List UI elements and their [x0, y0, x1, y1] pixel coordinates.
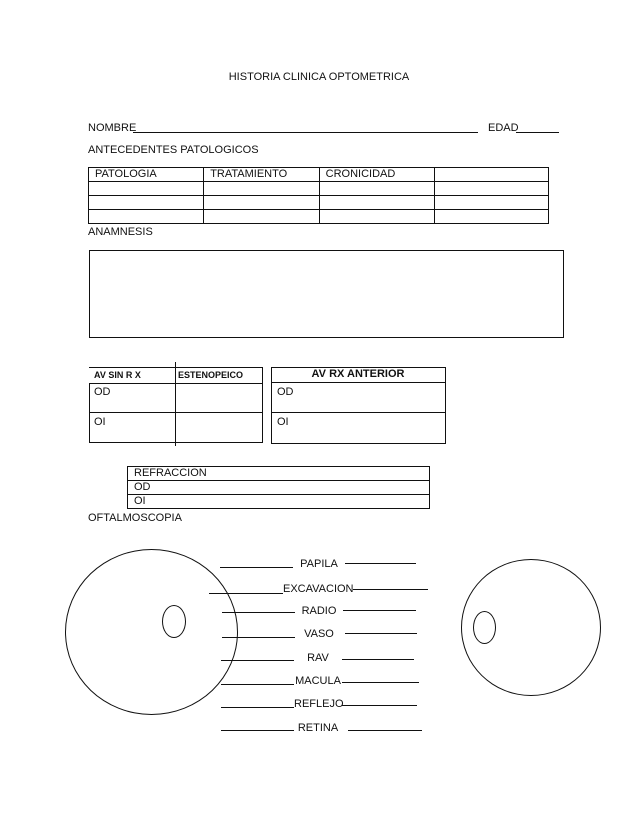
- table-cell[interactable]: [319, 196, 434, 210]
- refraccion-od[interactable]: OD: [128, 481, 430, 495]
- retina-left-field[interactable]: [221, 730, 294, 731]
- retina-label: RETINA: [297, 722, 339, 734]
- table-cell[interactable]: [204, 210, 319, 224]
- papila-label: PAPILA: [300, 558, 338, 570]
- av-rx-anterior-header: AV RX ANTERIOR: [311, 368, 405, 380]
- papila-right-field[interactable]: [345, 563, 416, 564]
- table-cell[interactable]: [89, 210, 204, 224]
- anamnesis-label: ANAMNESIS: [88, 226, 153, 238]
- antecedentes-table: [88, 167, 549, 224]
- macula-right-field[interactable]: [342, 682, 419, 683]
- divider: [89, 383, 263, 384]
- av-rx-anterior-oi-label: OI: [277, 416, 289, 428]
- divider: [271, 382, 445, 383]
- rav-right-field[interactable]: [342, 659, 414, 660]
- table-cell[interactable]: [89, 182, 204, 196]
- papila-left-field[interactable]: [220, 567, 293, 568]
- nombre-label: NOMBRE: [88, 122, 137, 134]
- divider: [89, 367, 263, 368]
- table-cell[interactable]: [204, 182, 319, 196]
- header-blank: [435, 168, 549, 182]
- radio-left-field[interactable]: [222, 612, 295, 613]
- table-cell[interactable]: [89, 196, 204, 210]
- reflejo-right-field[interactable]: [342, 705, 417, 706]
- divider: [271, 412, 445, 413]
- macula-left-field[interactable]: [221, 684, 294, 685]
- page-title: HISTORIA CLINICA OPTOMETRICA: [228, 71, 410, 83]
- header-tratamiento: TRATAMIENTO: [204, 168, 319, 182]
- rav-label: RAV: [307, 652, 329, 664]
- radio-label: RADIO: [301, 605, 337, 617]
- edad-label: EDAD: [488, 122, 519, 134]
- table-cell[interactable]: [204, 196, 319, 210]
- excavacion-label: EXCAVACION: [283, 583, 354, 595]
- right-eye-optic-disc: [473, 611, 496, 644]
- table-cell[interactable]: [435, 182, 549, 196]
- av-rx-anterior-od-label: OD: [277, 386, 294, 398]
- table-cell[interactable]: [435, 210, 549, 224]
- av-sin-rx-header: AV SIN R X: [94, 370, 141, 380]
- rav-left-field[interactable]: [221, 660, 294, 661]
- macula-label: MACULA: [295, 675, 341, 687]
- radio-right-field[interactable]: [343, 610, 416, 611]
- excavacion-right-field[interactable]: [353, 589, 428, 590]
- vaso-label: VASO: [304, 628, 334, 640]
- header-cronicidad: CRONICIDAD: [319, 168, 434, 182]
- divider: [89, 383, 90, 442]
- table-cell[interactable]: [435, 196, 549, 210]
- divider: [175, 362, 176, 446]
- nombre-field[interactable]: [133, 132, 478, 133]
- antecedentes-label: ANTECEDENTES PATOLOGICOS: [88, 144, 259, 156]
- vaso-right-field[interactable]: [345, 633, 417, 634]
- av-sin-rx-od-label: OD: [94, 386, 111, 398]
- table-row: [89, 182, 549, 196]
- av-sin-rx-oi-label: OI: [94, 416, 106, 428]
- reflejo-label: REFLEJO: [294, 698, 344, 710]
- divider: [89, 412, 263, 413]
- retina-right-field[interactable]: [348, 730, 422, 731]
- table-header-row: [89, 168, 549, 182]
- header-patologia: PATOLOGIA: [89, 168, 204, 182]
- refraccion-oi[interactable]: OI: [128, 495, 430, 509]
- table-cell[interactable]: [319, 182, 434, 196]
- divider: [262, 367, 263, 442]
- left-eye-optic-disc: [162, 605, 186, 638]
- refraccion-table: [127, 466, 430, 509]
- divider: [89, 442, 263, 443]
- excavacion-left-field[interactable]: [209, 593, 283, 594]
- reflejo-left-field[interactable]: [221, 707, 294, 708]
- vaso-left-field[interactable]: [222, 637, 295, 638]
- oftalmoscopia-label: OFTALMOSCOPIA: [88, 512, 182, 524]
- refraccion-header: REFRACCION: [128, 467, 430, 481]
- anamnesis-box[interactable]: [89, 250, 564, 338]
- table-row: [89, 196, 549, 210]
- left-eye-circle: [65, 549, 238, 715]
- estenopeico-header: ESTENOPEICO: [178, 370, 244, 380]
- table-cell[interactable]: [319, 210, 434, 224]
- edad-field[interactable]: [516, 132, 559, 133]
- table-row: [89, 210, 549, 224]
